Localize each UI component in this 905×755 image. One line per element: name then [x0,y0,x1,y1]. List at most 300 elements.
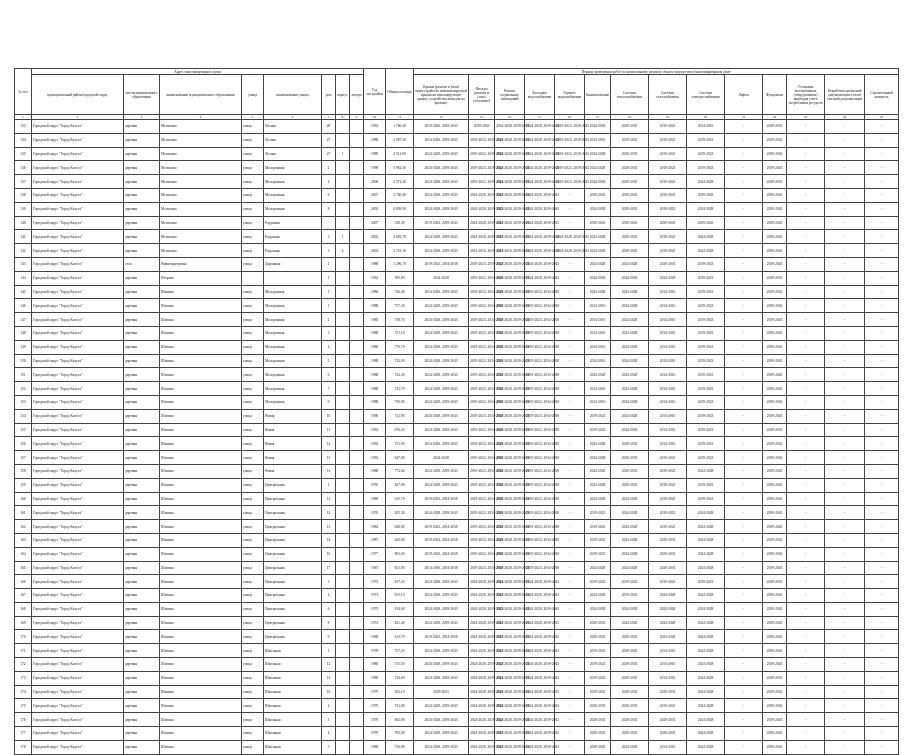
basement-period-cell: 2024-2028, 2039-2043 [495,120,525,134]
hot-water-period-cell: - [555,437,585,451]
gas-period-cell: 2019-2023 [649,478,687,492]
gas-period-cell: 2019-2023 [649,120,687,134]
facade-period-cell: 2014-2016, 2039-2043 [469,244,495,258]
lifts-period-cell: - [725,326,763,340]
municipality-name-cell: Шопино [160,561,242,575]
heating-period-cell: 2024-2028 [611,547,649,561]
row-number-cell: 157 [15,451,32,465]
heating-period-cell: 2024-2028 [611,520,649,534]
hot-water-period-cell: - [555,602,585,616]
table-row [15,589,899,603]
basement-period-cell: 2024-2028, 2039-2043 [495,313,525,327]
column-number: 14 [495,115,525,120]
municipality-name-cell: Шопино [160,299,242,313]
total-area-cell: 730,80 [386,395,414,409]
electric-period-cell: 2019-2023 [687,340,725,354]
design-period-cell: - [825,547,865,561]
heating-period-cell: 2024-2028 [611,740,649,754]
table-row [15,630,899,644]
gas-period-cell: 2029-2033 [649,713,687,727]
letter-cell [350,382,364,396]
basement-period-cell: 2024-2028, 2039-2043 [495,354,525,368]
electric-period-cell: 2019-2023 [687,492,725,506]
electric-period-cell: 2019-2023 [687,133,725,147]
year-built-cell: 1972 [364,616,386,630]
table-row [15,368,899,382]
gas-period-cell: 2014-2016 [649,644,687,658]
street-type-cell: улица [242,437,264,451]
table-row [15,464,899,478]
metering-period-cell: - [787,671,825,685]
metering-period-cell: - [787,533,825,547]
year-built-cell: 1988 [364,257,386,271]
water-period-cell: 2019-2023, 2034-2038 [525,340,555,354]
street-type-cell: улица [242,423,264,437]
municipality-type-cell: деревня [124,271,160,285]
house-number-cell [322,216,336,230]
street-name-cell: Радужная [264,216,322,230]
gas-period-cell: 2019-2023 [649,451,687,465]
control-period-cell: - [865,492,899,506]
street-name-cell: Молодежная [264,354,322,368]
house-number-cell: 3 [322,575,336,589]
electric-period-cell: 2019-2023 [687,271,725,285]
total-area-cell: 653,10 [386,685,414,699]
basement-period-cell: 2024-2028, 2039-2043 [495,395,525,409]
row-number-cell: 144 [15,271,32,285]
table-row [15,133,899,147]
sewerage-period-cell: 2024-2028 [585,230,611,244]
table-row [15,685,899,699]
building-number-cell [336,589,350,603]
year-built-cell: 1976 [364,506,386,520]
municipality-name-cell: Шопино [160,658,242,672]
municipality-name-cell: Шопино [160,368,242,382]
building-number-cell [336,354,350,368]
sewerage-period-cell: 2014-2016 [585,354,611,368]
street-type-cell: улица [242,161,264,175]
building-number-cell [336,478,350,492]
sewerage-period-cell: 2024-2028 [585,202,611,216]
building-number-cell: 2 [336,244,350,258]
municipality-type-cell: деревня [124,616,160,630]
heating-period-cell: 2029-2033 [611,644,649,658]
control-period-cell: - [865,699,899,713]
column-number: 12 [414,115,469,120]
sewerage-period-cell: 2014-2016 [585,340,611,354]
electric-period-cell: 2019-2023 [687,395,725,409]
design-period-cell: - [825,382,865,396]
house-number-cell: 16 [322,547,336,561]
basement-period-cell: 2024-2028, 2039-2043 [495,727,525,741]
year-built-cell: 1988 [364,368,386,382]
house-number-cell: 9 [322,630,336,644]
lifts-period-cell: - [725,547,763,561]
roof-period-cell: 2024-2028, 2039-2043 [414,464,469,478]
water-period-cell: 2024-2028, 2039-2043 [525,602,555,616]
hot-water-period-cell: - [555,561,585,575]
design-period-cell: - [825,230,865,244]
municipal-district-cell: Городской округ "Город Калуга" [32,313,124,327]
letter-cell [350,492,364,506]
foundation-period-cell: 2039-2043 [763,161,787,175]
municipality-type-cell: деревня [124,382,160,396]
control-period-cell: - [865,382,899,396]
lifts-period-cell: - [725,188,763,202]
street-name-cell: Центральная [264,547,322,561]
row-number-cell: 168 [15,602,32,616]
sewerage-period-cell: 2019-2023 [585,644,611,658]
basement-period-cell: 2024-2028, 2039-2043 [495,520,525,534]
control-period-cell: - [865,299,899,313]
hot-water-period-cell: - [555,492,585,506]
municipality-name-cell: Мстихино [160,147,242,161]
heating-period-cell: 2024-2028 [611,492,649,506]
street-name-cell: Школьная [264,685,322,699]
house-number-cell: 14 [322,533,336,547]
water-period-cell: 2019-2023, 2034-2038 [525,506,555,520]
electric-period-cell: 2019-2023 [687,285,725,299]
street-type-cell: улица [242,175,264,189]
gas-period-cell: 2014-2016 [649,740,687,754]
building-number-cell [336,216,350,230]
electric-period-cell: 2014-2016 [687,120,725,134]
roof-period-cell: 2019-2023, 2039-2043 [414,216,469,230]
house-number-cell: 2 [322,161,336,175]
municipality-name-cell: Шопино [160,547,242,561]
total-area-cell: 4 603,70 [386,230,414,244]
lifts-period-cell: - [725,561,763,575]
metering-period-cell: - [787,616,825,630]
total-area-cell: 722,30 [386,368,414,382]
hot-water-period-cell: - [555,326,585,340]
foundation-period-cell: 2039-2043 [763,492,787,506]
water-period-cell: 2019-2023, 2034-2038 [525,561,555,575]
table-row [15,202,899,216]
electric-period-cell: 2019-2023 [687,382,725,396]
municipality-name-cell: Шопино [160,451,242,465]
house-number-cell: 3 [322,244,336,258]
municipal-district-cell: Городской округ "Город Калуга" [32,478,124,492]
municipality-type-cell: деревня [124,727,160,741]
water-period-cell: 2019-2023, 2034-2038 [525,382,555,396]
electric-period-cell: 2024-2028 [687,713,725,727]
foundation-period-cell: 2039-2043 [763,423,787,437]
table-row [15,520,899,534]
foundation-period-cell: 2039-2043 [763,616,787,630]
house-number-cell: 27 [322,133,336,147]
metering-period-cell: - [787,382,825,396]
street-name-cell: Молодежная [264,161,322,175]
hot-water-period-cell: - [555,658,585,672]
municipality-name-cell: Мстихино [160,188,242,202]
municipality-name-cell: Шопино [160,382,242,396]
letter-cell [350,616,364,630]
table-row [15,616,899,630]
municipality-type-cell: деревня [124,161,160,175]
water-period-cell: 2019-2023, 2034-2038 [525,520,555,534]
heating-period-cell: 2024-2028 [611,409,649,423]
control-period-cell: - [865,271,899,285]
basement-period-cell: 2024-2028, 2039-2043 [495,326,525,340]
foundation-period-cell: 2039-2043 [763,285,787,299]
street-name-cell: Школьная [264,713,322,727]
municipal-district-cell: Городской округ "Город Калуга" [32,740,124,754]
control-period-cell: - [865,616,899,630]
metering-period-cell: - [787,423,825,437]
foundation-period-cell: 2039-2043 [763,230,787,244]
basement-period-cell: 2024-2028, 2039-2043 [495,423,525,437]
municipality-type-cell: деревня [124,409,160,423]
sewerage-period-cell: 2019-2023 [585,547,611,561]
design-period-cell: - [825,685,865,699]
design-period-cell: - [825,120,865,134]
year-built-cell: 1989 [364,492,386,506]
heating-period-cell: 2029-2033 [611,630,649,644]
total-area-cell: 647,00 [386,451,414,465]
house-number-cell: 6 [322,188,336,202]
gas-period-cell: 2039-2043 [649,188,687,202]
heating-period-cell: 2029-2033 [611,478,649,492]
house-number-cell: 12 [322,506,336,520]
building-number-cell [336,547,350,561]
electric-period-cell: 2024-2028 [687,630,725,644]
lifts-period-cell: - [725,713,763,727]
year-built-cell: 1980 [364,658,386,672]
street-name-cell: Лесная [264,120,322,134]
gas-period-cell: 2019-2023 [649,464,687,478]
header-sewerage: Канализование [585,75,611,115]
sewerage-period-cell: 2014-2016 [585,133,611,147]
foundation-period-cell: 2039-2043 [763,257,787,271]
building-number-cell [336,616,350,630]
roof-period-cell: 2024-2028, 2039-2043 [414,740,469,754]
gas-period-cell: 2014-2016 [649,423,687,437]
sewerage-period-cell: 2024-2028 [585,161,611,175]
municipal-district-cell: Городской округ "Город Калуга" [32,506,124,520]
lifts-period-cell: - [725,602,763,616]
street-name-cell: Центральная [264,630,322,644]
control-period-cell: - [865,216,899,230]
electric-period-cell: 2024-2028 [687,520,725,534]
gas-period-cell: 2014-2016 [649,671,687,685]
control-period-cell: - [865,644,899,658]
street-type-cell: улица [242,506,264,520]
sewerage-period-cell: 2029-2033 [585,616,611,630]
lifts-period-cell: - [725,230,763,244]
gas-period-cell: 2019-2023 [649,133,687,147]
street-name-cell: Лесная [264,147,322,161]
letter-cell [350,257,364,271]
design-period-cell: - [825,175,865,189]
street-name-cell: Молодежная [264,188,322,202]
facade-period-cell: 2019-2023, 2034-2038 [469,506,495,520]
design-period-cell: - [825,589,865,603]
water-period-cell: 2019-2023, 2034-2038 [525,313,555,327]
design-period-cell: - [825,133,865,147]
letter-cell [350,589,364,603]
municipality-name-cell: Шопино [160,464,242,478]
facade-period-cell: 2019-2023, 2039-2043 [469,257,495,271]
hot-water-period-cell: - [555,506,585,520]
building-number-cell [336,658,350,672]
sewerage-period-cell: 2024-2028 [585,492,611,506]
design-period-cell: - [825,437,865,451]
year-built-cell: 1979 [364,685,386,699]
street-type-cell: улица [242,285,264,299]
basement-period-cell: 2024-2028, 2039-2043 [495,368,525,382]
street-type-cell: улица [242,520,264,534]
heating-period-cell: 2024-2028 [611,257,649,271]
house-number-cell: 9 [322,395,336,409]
hot-water-period-cell: - [555,285,585,299]
roof-period-cell: 2024-2028, 2039-2043 [414,368,469,382]
row-number-cell: 135 [15,147,32,161]
foundation-period-cell: 2039-2043 [763,561,787,575]
lifts-period-cell: - [725,409,763,423]
foundation-period-cell: 2039-2043 [763,313,787,327]
control-period-cell: - [865,368,899,382]
control-period-cell: - [865,464,899,478]
hot-water-period-cell: 2019-2023, 2039-2043 [555,175,585,189]
total-area-cell: 676,20 [386,423,414,437]
foundation-period-cell: 2039-2043 [763,520,787,534]
table-row [15,644,899,658]
row-number-cell: 154 [15,409,32,423]
row-number-cell: 137 [15,175,32,189]
heating-period-cell: 2024-2028 [611,285,649,299]
letter-cell [350,547,364,561]
municipality-name-cell: Шопино [160,478,242,492]
heating-period-cell: 2024-2028 [611,395,649,409]
control-period-cell: - [865,257,899,271]
sewerage-period-cell: 2019-2023 [585,409,611,423]
letter-cell [350,602,364,616]
facade-period-cell: 2019-2043 [469,120,495,134]
row-number-cell: 155 [15,423,32,437]
building-number-cell [336,409,350,423]
house-number-cell: 4 [322,727,336,741]
municipality-type-cell: деревня [124,547,160,561]
gas-period-cell: 2014-2016 [649,326,687,340]
street-type-cell: улица [242,244,264,258]
water-period-cell: 2019-2023, 2034-2038 [525,326,555,340]
roof-period-cell: 2024-2028, 2039-2043 [414,340,469,354]
total-area-cell: 4 097,30 [386,133,414,147]
letter-cell [350,188,364,202]
heating-period-cell: 2029-2033 [611,464,649,478]
heating-period-cell: 2029-2033 [611,230,649,244]
municipal-district-cell: Городской округ "Город Калуга" [32,326,124,340]
table-row [15,575,899,589]
year-built-cell: 1986 [364,285,386,299]
design-period-cell: - [825,257,865,271]
header-group-address: Адрес многоквартирного дома [32,69,364,75]
municipal-district-cell: Городской округ "Город Калуга" [32,395,124,409]
street-name-cell: Молодежная [264,368,322,382]
header-electric: Система электроснабжения [687,75,725,115]
table-row [15,326,899,340]
foundation-period-cell: 2039-2043 [763,326,787,340]
row-number-cell: 140 [15,216,32,230]
hot-water-period-cell: - [555,340,585,354]
municipality-name-cell: Нивнеоднеровка [160,257,242,271]
street-type-cell: улица [242,354,264,368]
gas-period-cell: 2014-2016 [649,340,687,354]
municipality-type-cell: деревня [124,699,160,713]
total-area-cell: 827,90 [386,478,414,492]
house-number-cell: 13 [322,451,336,465]
municipal-district-cell: Городской округ "Город Калуга" [32,575,124,589]
water-period-cell: 2019-2023, 2034-2038 [525,451,555,465]
lifts-period-cell: - [725,575,763,589]
building-number-cell [336,713,350,727]
hot-water-period-cell: - [555,740,585,754]
sewerage-period-cell: 2019-2023 [585,520,611,534]
total-area-cell: 4 839,50 [386,202,414,216]
building-number-cell [336,271,350,285]
electric-period-cell: 2019-2023 [687,478,725,492]
letter-cell [350,713,364,727]
table-row [15,354,899,368]
row-number-cell: 171 [15,644,32,658]
electric-period-cell: 2024-2028 [687,175,725,189]
roof-period-cell: 2024-2028, 2039-2043 [414,326,469,340]
municipality-name-cell: Мстихино [160,216,242,230]
electric-period-cell: 2019-2023 [687,354,725,368]
municipality-type-cell: деревня [124,437,160,451]
basement-period-cell: 2024-2028, 2039-2043 [495,340,525,354]
municipality-type-cell: деревня [124,671,160,685]
sewerage-period-cell: 2024-2028 [585,175,611,189]
municipality-name-cell: Шопино [160,616,242,630]
building-number-cell [336,451,350,465]
design-period-cell: - [825,271,865,285]
roof-period-cell: 2024-2028, 2039-2043 [414,575,469,589]
heating-period-cell: 2024-2028 [611,340,649,354]
gas-period-cell: 2019-2023 [649,575,687,589]
column-number: 19 [649,115,687,120]
roof-period-cell: 2024-2028, 2039-2043 [414,423,469,437]
control-period-cell: - [865,506,899,520]
municipality-type-cell: деревня [124,740,160,754]
facade-period-cell: 2019-2023, 2034-2038 [469,409,495,423]
table-row [15,230,899,244]
gas-period-cell: 2014-2016 [649,285,687,299]
street-name-cell: Школьная [264,727,322,741]
street-type-cell: улица [242,478,264,492]
street-name-cell: Новая [264,409,322,423]
gas-period-cell: 2014-2016 [649,409,687,423]
column-number: 17 [585,115,611,120]
metering-period-cell: - [787,492,825,506]
metering-period-cell: - [787,395,825,409]
sewerage-period-cell: 2024-2028 [585,257,611,271]
foundation-period-cell: 2039-2043 [763,340,787,354]
row-number-cell: 177 [15,727,32,741]
letter-cell [350,313,364,327]
sewerage-period-cell: 2029-2033 [585,740,611,754]
municipality-type-cell: деревня [124,340,160,354]
sewerage-period-cell: 2024-2028 [585,589,611,603]
lifts-period-cell: - [725,133,763,147]
table-row [15,216,899,230]
municipality-type-cell: деревня [124,175,160,189]
facade-period-cell: 2024-2028, 2039-2043 [469,602,495,616]
municipality-type-cell: село [124,257,160,271]
design-period-cell: - [825,464,865,478]
sewerage-period-cell: 2024-2028 [585,478,611,492]
